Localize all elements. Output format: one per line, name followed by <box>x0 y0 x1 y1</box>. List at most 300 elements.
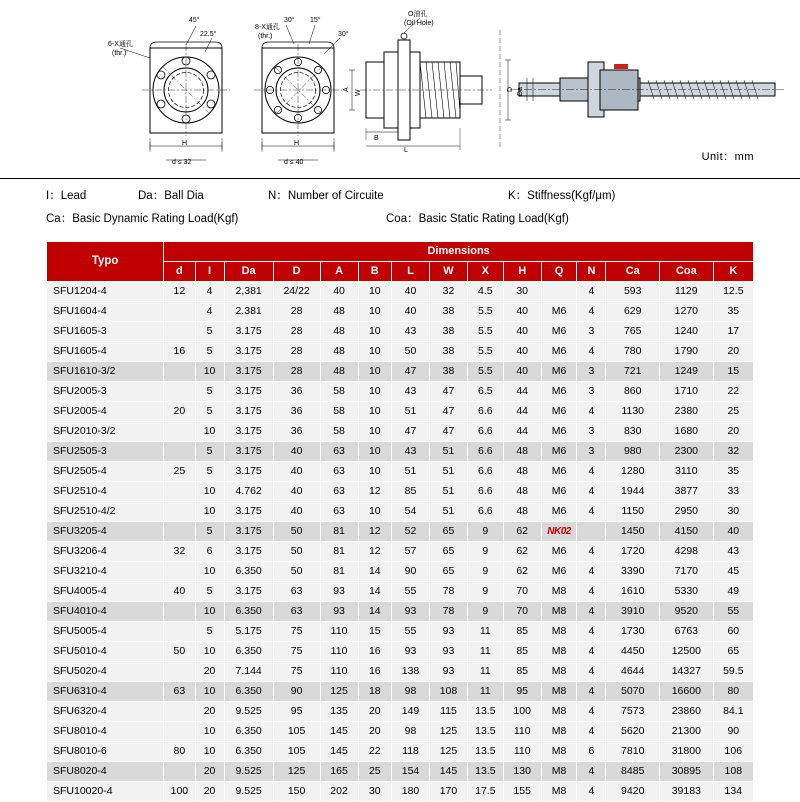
cell-Da: 3.175 <box>224 342 273 362</box>
cell-Da: 3.175 <box>224 442 273 462</box>
cell-X: 5.5 <box>467 362 503 382</box>
cell-A: 110 <box>320 622 358 642</box>
cell-Ca: 9420 <box>606 782 660 802</box>
table-row <box>47 422 754 442</box>
cell-d <box>164 422 195 442</box>
cell-Coa: 31800 <box>660 742 714 762</box>
cell-A: 63 <box>320 462 358 482</box>
cell-H: 62 <box>503 522 541 542</box>
cell-N: 4 <box>577 562 606 582</box>
cell-K: 33 <box>713 482 753 502</box>
cell-Da: 6.350 <box>224 722 273 742</box>
cell-type: SFU2010-3/2 <box>47 422 164 442</box>
cell-X: 6.6 <box>467 482 503 502</box>
cell-Q: M6 <box>541 422 577 442</box>
cell-Coa: 2300 <box>660 442 714 462</box>
cell-I: 10 <box>195 722 224 742</box>
cell-Q: M6 <box>541 562 577 582</box>
table-row <box>47 342 754 362</box>
cell-N: 6 <box>577 742 606 762</box>
col-Ca: Ca <box>606 262 660 282</box>
unit-label: Unit：mm <box>701 151 754 163</box>
col-K: K <box>713 262 753 282</box>
legend-lead: I：Lead <box>46 190 87 202</box>
cell-Da: 3.175 <box>224 362 273 382</box>
cell-K: 84.1 <box>713 702 753 722</box>
cell-L: 43 <box>392 322 430 342</box>
cell-D: 50 <box>273 542 320 562</box>
cell-L: 93 <box>392 642 430 662</box>
cell-K: 22 <box>713 382 753 402</box>
legend-row-2 <box>46 210 754 226</box>
cell-B: 12 <box>358 482 392 502</box>
cell-D: 75 <box>273 662 320 682</box>
table-row <box>47 622 754 642</box>
cell-A: 135 <box>320 702 358 722</box>
cell-X: 13.5 <box>467 762 503 782</box>
cell-I: 6 <box>195 542 224 562</box>
legend-ball-dia: Da：Ball Dia <box>138 190 204 202</box>
cell-A: 165 <box>320 762 358 782</box>
cell-Q: M8 <box>541 702 577 722</box>
cell-d: 80 <box>164 742 195 762</box>
cell-Ca: 593 <box>606 282 660 302</box>
cell-A: 145 <box>320 722 358 742</box>
cell-L: 57 <box>392 542 430 562</box>
cell-Coa: 1680 <box>660 422 714 442</box>
cell-L: 55 <box>392 622 430 642</box>
cell-Coa: 1710 <box>660 382 714 402</box>
cell-W: 115 <box>430 702 468 722</box>
cell-D: 50 <box>273 562 320 582</box>
cell-Ca: 7810 <box>606 742 660 762</box>
cell-W: 125 <box>430 722 468 742</box>
legend-dynamic-load: Ca：Basic Dynamic Rating Load(Kgf) <box>46 213 239 225</box>
cell-N: 4 <box>577 282 606 302</box>
cell-Coa: 5330 <box>660 582 714 602</box>
table-row <box>47 382 754 402</box>
svg-text:Da: Da <box>517 87 524 96</box>
cell-type: SFU6320-4 <box>47 702 164 722</box>
cell-H: 70 <box>503 602 541 622</box>
cell-H: 95 <box>503 682 541 702</box>
col-I: I <box>195 262 224 282</box>
cell-K: 65 <box>713 642 753 662</box>
cell-K: 40 <box>713 522 753 542</box>
cell-N: 4 <box>577 402 606 422</box>
cell-I: 10 <box>195 642 224 662</box>
cell-I: 10 <box>195 482 224 502</box>
cell-Coa: 39183 <box>660 782 714 802</box>
cell-Ca: 765 <box>606 322 660 342</box>
col-W: W <box>430 262 468 282</box>
svg-text:W: W <box>355 89 362 96</box>
cell-H: 85 <box>503 662 541 682</box>
cell-K: 17 <box>713 322 753 342</box>
cell-A: 63 <box>320 442 358 462</box>
cell-Coa: 1270 <box>660 302 714 322</box>
table-row <box>47 762 754 782</box>
cell-d <box>164 562 195 582</box>
cell-H: 30 <box>503 282 541 302</box>
cell-W: 78 <box>430 582 468 602</box>
cell-B: 10 <box>358 362 392 382</box>
col-H: H <box>503 262 541 282</box>
cell-D: 50 <box>273 522 320 542</box>
cell-L: 55 <box>392 582 430 602</box>
cell-L: 47 <box>392 362 430 382</box>
cell-Q: M6 <box>541 362 577 382</box>
cell-B: 12 <box>358 542 392 562</box>
legend-circuits: N：Number of Circuite <box>268 190 384 202</box>
cell-B: 10 <box>358 422 392 442</box>
cell-I: 10 <box>195 362 224 382</box>
table-row <box>47 582 754 602</box>
cell-Ca: 1130 <box>606 402 660 422</box>
cell-H: 40 <box>503 302 541 322</box>
cell-Ca: 629 <box>606 302 660 322</box>
cell-H: 85 <box>503 642 541 662</box>
cell-type: SFU1605-3 <box>47 322 164 342</box>
cell-H: 44 <box>503 382 541 402</box>
cell-B: 16 <box>358 662 392 682</box>
cell-Q: M8 <box>541 742 577 762</box>
header-dimensions: Dimensions <box>164 242 754 262</box>
cell-W: 51 <box>430 442 468 462</box>
cell-Ca: 1610 <box>606 582 660 602</box>
cell-Da: 3.175 <box>224 462 273 482</box>
cell-D: 90 <box>273 682 320 702</box>
cell-Ca: 7573 <box>606 702 660 722</box>
cell-D: 28 <box>273 302 320 322</box>
cell-I: 4 <box>195 302 224 322</box>
cell-Da: 7.144 <box>224 662 273 682</box>
cell-L: 85 <box>392 482 430 502</box>
cell-X: 11 <box>467 622 503 642</box>
cell-Ca: 980 <box>606 442 660 462</box>
cell-K: 30 <box>713 502 753 522</box>
cell-A: 58 <box>320 422 358 442</box>
cell-A: 125 <box>320 682 358 702</box>
cell-K: 134 <box>713 782 753 802</box>
cell-d <box>164 622 195 642</box>
cell-Q: M8 <box>541 762 577 782</box>
cell-W: 145 <box>430 762 468 782</box>
cell-H: 130 <box>503 762 541 782</box>
svg-text:H: H <box>294 140 300 147</box>
cell-B: 12 <box>358 522 392 542</box>
cell-Coa: 9520 <box>660 602 714 622</box>
table-row <box>47 302 754 322</box>
cell-Coa: 3877 <box>660 482 714 502</box>
svg-text:8-X通孔: 8-X通孔 <box>255 24 280 31</box>
cell-Da: 2.381 <box>224 302 273 322</box>
legend-static-load: Coa：Basic Static Rating Load(Kgf) <box>386 213 569 225</box>
cell-Da: 9.525 <box>224 762 273 782</box>
cell-X: 6.6 <box>467 462 503 482</box>
cell-Ca: 1150 <box>606 502 660 522</box>
cell-X: 13.5 <box>467 702 503 722</box>
svg-text:(thr.): (thr.) <box>258 33 273 40</box>
cell-Coa: 7170 <box>660 562 714 582</box>
cell-W: 47 <box>430 422 468 442</box>
cell-d <box>164 522 195 542</box>
cell-Da: 5.175 <box>224 622 273 642</box>
cell-H: 44 <box>503 402 541 422</box>
cell-Q: M6 <box>541 542 577 562</box>
cell-L: 47 <box>392 422 430 442</box>
table-row <box>47 482 754 502</box>
cell-Ca: 3910 <box>606 602 660 622</box>
cell-Ca: 3390 <box>606 562 660 582</box>
cell-Q <box>541 522 577 542</box>
table-row <box>47 602 754 622</box>
cell-X: 6.6 <box>467 442 503 462</box>
cell-K: 106 <box>713 742 753 762</box>
cell-K: 32 <box>713 442 753 462</box>
cell-Coa: 30895 <box>660 762 714 782</box>
cell-d <box>164 502 195 522</box>
cell-N: 4 <box>577 482 606 502</box>
cell-type: SFU8010-4 <box>47 722 164 742</box>
cell-X: 11 <box>467 682 503 702</box>
cell-K: 35 <box>713 462 753 482</box>
cell-Da: 9.525 <box>224 782 273 802</box>
cell-N: 3 <box>577 322 606 342</box>
cell-d <box>164 762 195 782</box>
cell-N: 4 <box>577 302 606 322</box>
table-row <box>47 542 754 562</box>
cell-W: 51 <box>430 482 468 502</box>
cell-W: 65 <box>430 522 468 542</box>
cell-K: 25 <box>713 402 753 422</box>
cell-Da: 4.762 <box>224 482 273 502</box>
cell-A: 81 <box>320 562 358 582</box>
cell-N: 3 <box>577 422 606 442</box>
cell-H: 62 <box>503 562 541 582</box>
cell-type: SFU6310-4 <box>47 682 164 702</box>
cell-X: 13.5 <box>467 722 503 742</box>
cell-Ca: 1450 <box>606 522 660 542</box>
cell-Ca: 860 <box>606 382 660 402</box>
cell-N: 4 <box>577 662 606 682</box>
svg-text:d ≤ 40: d ≤ 40 <box>284 159 304 166</box>
cell-B: 20 <box>358 722 392 742</box>
cell-H: 85 <box>503 622 541 642</box>
cell-type: SFU1204-4 <box>47 282 164 302</box>
cell-W: 125 <box>430 742 468 762</box>
cell-X: 9 <box>467 602 503 622</box>
cell-W: 51 <box>430 502 468 522</box>
cell-A: 40 <box>320 282 358 302</box>
cell-type: SFU4010-4 <box>47 602 164 622</box>
cell-d: 25 <box>164 462 195 482</box>
cell-Q: M6 <box>541 342 577 362</box>
cell-X: 5.5 <box>467 302 503 322</box>
cell-d: 63 <box>164 682 195 702</box>
svg-text:O油孔: O油孔 <box>408 11 428 18</box>
cell-Coa: 6763 <box>660 622 714 642</box>
col-B: B <box>358 262 392 282</box>
legend-stiffness: K：Stiffness(Kgf/μm) <box>508 190 616 202</box>
table-row <box>47 322 754 342</box>
technical-drawing <box>0 0 800 179</box>
cell-H: 70 <box>503 582 541 602</box>
cell-type: SFU2005-4 <box>47 402 164 422</box>
cell-B: 30 <box>358 782 392 802</box>
cell-Da: 3.175 <box>224 422 273 442</box>
cell-K: 55 <box>713 602 753 622</box>
cell-A: 48 <box>320 302 358 322</box>
specifications-table <box>46 241 754 802</box>
cell-B: 10 <box>358 402 392 422</box>
cell-type: SFU8020-4 <box>47 762 164 782</box>
cell-Ca: 5620 <box>606 722 660 742</box>
cell-X: 11 <box>467 642 503 662</box>
cell-d <box>164 322 195 342</box>
cell-type: SFU3205-4 <box>47 522 164 542</box>
cell-D: 36 <box>273 422 320 442</box>
cell-W: 78 <box>430 602 468 622</box>
cell-type: SFU2505-4 <box>47 462 164 482</box>
cell-d <box>164 362 195 382</box>
cell-H: 155 <box>503 782 541 802</box>
svg-text:6-X通孔: 6-X通孔 <box>108 41 133 48</box>
cell-X: 6.6 <box>467 422 503 442</box>
cell-W: 51 <box>430 462 468 482</box>
cell-I: 5 <box>195 442 224 462</box>
cell-L: 149 <box>392 702 430 722</box>
cell-N: 4 <box>577 762 606 782</box>
cell-Coa: 4150 <box>660 522 714 542</box>
cell-W: 93 <box>430 662 468 682</box>
cell-Da: 9.525 <box>224 702 273 722</box>
col-N: N <box>577 262 606 282</box>
cell-X: 6.6 <box>467 502 503 522</box>
svg-text:30°: 30° <box>284 17 295 24</box>
cell-B: 10 <box>358 342 392 362</box>
cell-K: 35 <box>713 302 753 322</box>
table-row <box>47 702 754 722</box>
cell-H: 48 <box>503 482 541 502</box>
cell-type: SFU2510-4/2 <box>47 502 164 522</box>
cell-I: 5 <box>195 462 224 482</box>
cell-K: 20 <box>713 422 753 442</box>
cell-Da: 6.350 <box>224 602 273 622</box>
cell-X: 5.5 <box>467 322 503 342</box>
cell-I: 20 <box>195 662 224 682</box>
cell-N: 4 <box>577 682 606 702</box>
cell-Ca: 721 <box>606 362 660 382</box>
cell-Da: 2,381 <box>224 282 273 302</box>
cell-Da: 3.175 <box>224 322 273 342</box>
col-A: A <box>320 262 358 282</box>
cell-B: 25 <box>358 762 392 782</box>
cell-Q: M6 <box>541 322 577 342</box>
cell-L: 54 <box>392 502 430 522</box>
cell-W: 170 <box>430 782 468 802</box>
cell-Q: M8 <box>541 662 577 682</box>
cell-N: 4 <box>577 542 606 562</box>
cell-A: 81 <box>320 542 358 562</box>
cell-N: 4 <box>577 702 606 722</box>
cell-Coa: 14327 <box>660 662 714 682</box>
cell-X: 4.5 <box>467 282 503 302</box>
cell-d <box>164 602 195 622</box>
svg-text:d ≤ 32: d ≤ 32 <box>172 159 192 166</box>
cell-N: 4 <box>577 602 606 622</box>
cell-D: 28 <box>273 342 320 362</box>
cell-L: 98 <box>392 722 430 742</box>
cell-Da: 6.350 <box>224 642 273 662</box>
cell-K: 12.5 <box>713 282 753 302</box>
col-d: d <box>164 262 195 282</box>
drawing-svg <box>0 0 800 178</box>
cell-Q: M6 <box>541 502 577 522</box>
cell-d: 100 <box>164 782 195 802</box>
cell-N: 4 <box>577 722 606 742</box>
cell-D: 40 <box>273 502 320 522</box>
cell-type: SFU3206-4 <box>47 542 164 562</box>
cell-A: 48 <box>320 322 358 342</box>
cell-D: 28 <box>273 362 320 382</box>
cell-B: 10 <box>358 462 392 482</box>
cell-Coa: 1240 <box>660 322 714 342</box>
cell-Ca: 830 <box>606 422 660 442</box>
col-Coa: Coa <box>660 262 714 282</box>
cell-type: SFU3210-4 <box>47 562 164 582</box>
cell-X: 9 <box>467 582 503 602</box>
cell-Q: M6 <box>541 482 577 502</box>
cell-B: 16 <box>358 642 392 662</box>
cell-d <box>164 302 195 322</box>
svg-text:B: B <box>374 135 379 142</box>
cell-H: 44 <box>503 422 541 442</box>
svg-text:15°: 15° <box>310 17 321 24</box>
cell-Q: M6 <box>541 442 577 462</box>
cell-L: 40 <box>392 302 430 322</box>
cell-N: 4 <box>577 582 606 602</box>
cell-B: 10 <box>358 382 392 402</box>
cell-I: 5 <box>195 402 224 422</box>
cell-D: 24/22 <box>273 282 320 302</box>
cell-I: 20 <box>195 702 224 722</box>
cell-B: 10 <box>358 302 392 322</box>
cell-A: 63 <box>320 482 358 502</box>
cell-D: 105 <box>273 742 320 762</box>
cell-W: 65 <box>430 542 468 562</box>
cell-H: 62 <box>503 542 541 562</box>
cell-Coa: 1249 <box>660 362 714 382</box>
cell-Ca: 4450 <box>606 642 660 662</box>
cell-Ca: 1280 <box>606 462 660 482</box>
cell-type: SFU1605-4 <box>47 342 164 362</box>
cell-Da: 3.175 <box>224 402 273 422</box>
cell-B: 10 <box>358 282 392 302</box>
table-row <box>47 782 754 802</box>
table-row <box>47 662 754 682</box>
cell-Q: M8 <box>541 622 577 642</box>
cell-d: 20 <box>164 402 195 422</box>
cell-B: 18 <box>358 682 392 702</box>
cell-I: 5 <box>195 342 224 362</box>
cell-d <box>164 702 195 722</box>
cell-I: 10 <box>195 742 224 762</box>
cell-X: 6.5 <box>467 382 503 402</box>
cell-N: 4 <box>577 782 606 802</box>
header-typo: Typo <box>47 242 164 282</box>
cell-A: 81 <box>320 522 358 542</box>
